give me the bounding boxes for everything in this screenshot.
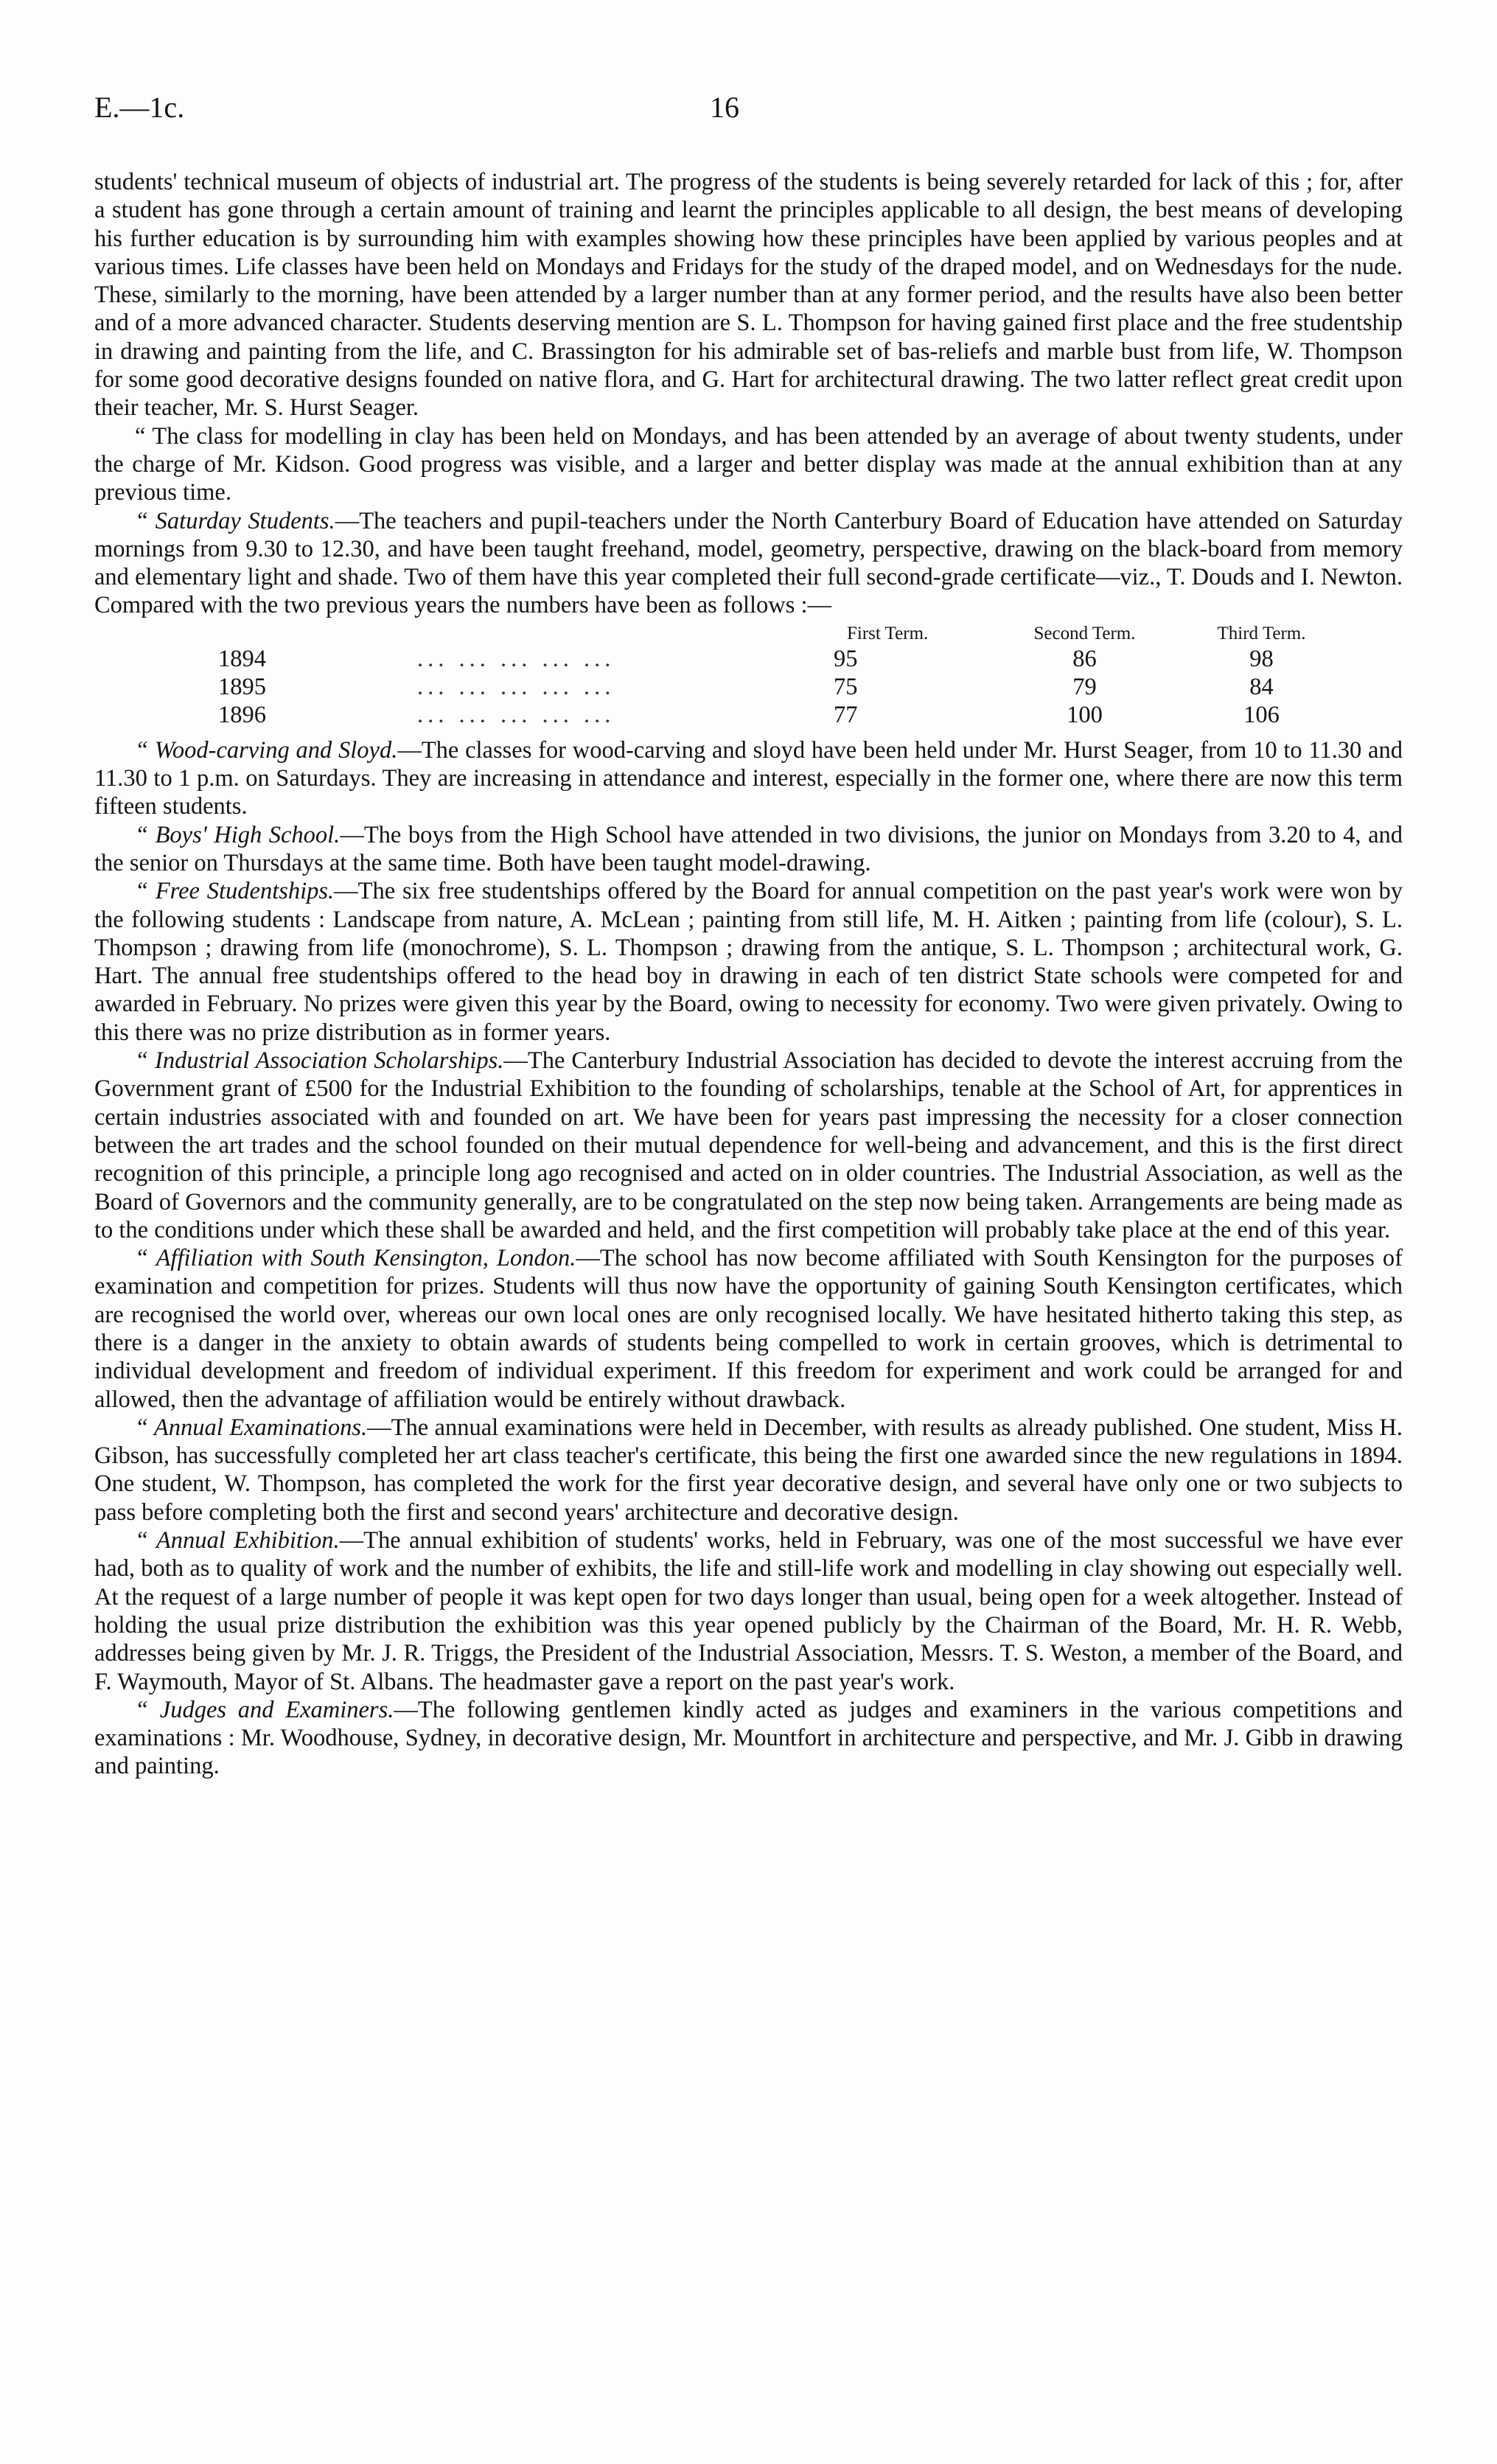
section-heading: “ Affiliation with South Kensington, London. bbox=[135, 1245, 576, 1272]
second-term-value: 100 bbox=[1067, 701, 1103, 728]
section-heading: “ Boys' High School. bbox=[135, 821, 341, 848]
table-row bbox=[94, 673, 1341, 701]
paragraph-affiliation bbox=[94, 1244, 1403, 1414]
page-number: 16 bbox=[710, 91, 739, 124]
paragraph-judges-examiners bbox=[94, 1696, 1403, 1781]
first-term-value: 75 bbox=[834, 673, 858, 700]
second-term-value: 86 bbox=[1072, 645, 1097, 672]
paragraph-text: —The school has now become affiliated with South Kensington for the purposes of examination and competition for prizes. Students will thus now have the opportunity of gaining South Kensington certificates, which are recognised the world over, whereas our own local ones are only recognised locally. We have hesitated hitherto taking this step, as there is a danger in the anxiety to obtain awards of students being compelled to work in certain grooves, which is detrimental to individual development and freedom of individual experiment. If this freedom for experiment and work could be arranged for and allowed, then the advantage of affiliation would be entirely without drawback. bbox=[94, 1245, 1403, 1413]
paragraph-museum: students' technical museum of objects of industrial art. The progress of the students is being severely retarded for lack of this ; for, after a student has gone through a certain amount of training and learnt the principles applicable to all design, the best means of developing his further education is by surrounding him with examples showing how these principles have been applied by various peoples and at various times. Life classes have been held on Mondays and Fridays for the study of the draped model, and on Wednesdays for the nude. These, similarly to the morning, have been attended by a larger number than at any former period, and the results have also been better and of a more advanced character. Students deserving mention are S. L. Thompson for having gained first place and the free studentship in drawing and painting from the life, and C. Brassington for his admirable set of bas-reliefs and marble bust from life, W. Thompson for some good decorative designs founded on native flora, and G. Hart for architectural drawing. The two latter reflect great credit upon their teacher, Mr. S. Hurst Seager. bbox=[94, 169, 1403, 422]
column-header-second-term: Second Term. bbox=[1033, 623, 1136, 643]
paragraph-free-studentships bbox=[94, 877, 1403, 1047]
second-term-value: 79 bbox=[1072, 673, 1097, 700]
paragraph-text: —The annual examinations were held in December, with results as already published. One student, Miss H. Gibson, has successfully completed her art class teacher's certificate, this being the first one awarded since the new regulations in 1894. One student, W. Thompson, has completed the work for the first year decorative design, and several have only one or two subjects to pass before completing both the first and second years' architecture and decorative design. bbox=[94, 1414, 1403, 1526]
paragraph-saturday-students bbox=[94, 507, 1403, 620]
first-term-value: 77 bbox=[834, 701, 858, 728]
section-heading: “ Free Studentships. bbox=[135, 878, 335, 905]
paragraph-modelling-class: “ The class for modelling in clay has been held on Mondays, and has been attended by an average of about twenty students, under the charge of Mr. Kidson. Good progress was visible, and a larger and better display was made at the annual exhibition than at any previous time. bbox=[94, 422, 1403, 506]
row-year: 1895 bbox=[218, 673, 266, 700]
section-heading: “ Industrial Association Scholarships. bbox=[135, 1047, 504, 1075]
paragraph-annual-exhibition bbox=[94, 1526, 1403, 1696]
third-term-value: 106 bbox=[1243, 701, 1280, 728]
paragraph-wood-carving bbox=[94, 736, 1403, 821]
section-heading: “ Saturday Students. bbox=[135, 507, 335, 534]
column-header-first-term: First Term. bbox=[847, 623, 929, 643]
paragraph-text: —The classes for wood-carving and sloyd have been held under Mr. Hurst Seager, from 10 to 11.30 and 11.30 to 1 p.m. on Saturdays. They are increasing in attendance and interest, especially in the former one, where there are now this term fifteen students. bbox=[94, 736, 1403, 820]
table-header-row bbox=[94, 623, 1341, 645]
third-term-value: 84 bbox=[1249, 673, 1274, 700]
table-row bbox=[94, 645, 1341, 673]
paragraph-text: —The boys from the High School have attended in two divisions, the junior on Mondays from 3.20 to 4, and the senior on Thursdays at the same time. Both have been taught model-drawing. bbox=[94, 821, 1403, 876]
paragraph-text: —The following gentlemen kindly acted as judges and examiners in the various competitions and examinations : Mr. Woodhouse, Sydney, in decorative design, Mr. Mountfort in architecture and perspective, and Mr. J. Gibb in drawing and painting. bbox=[94, 1696, 1403, 1780]
column-header-third-term: Third Term. bbox=[1217, 623, 1306, 643]
section-heading: “ Wood-carving and Sloyd. bbox=[135, 736, 398, 764]
section-heading: “ Judges and Examiners. bbox=[135, 1696, 394, 1723]
section-heading: “ Annual Examinations. bbox=[135, 1414, 368, 1441]
paragraph-text: —The annual exhibition of students' works, held in February, was one of the most successful we have ever had, both as to quality of work and the number of exhibits, the life and still-life work and modelling in clay showing out especially well. At the request of a large number of people it was kept open for two days longer than usual, being open for a week altogether. Instead of holding the usual prize distribution the exhibition was this year opened publicly by the Chairman of the Board, Mr. H. R. Webb, addresses being given by Mr. J. R. Triggs, the President of the Industrial Association, Messrs. T. S. Weston, a member of the Board, and F. Waymouth, Mayor of St. Albans. The headmaster gave a report on the past year's work. bbox=[94, 1527, 1403, 1695]
leader-dots: ... ... ... ... ... bbox=[417, 701, 615, 728]
attendance-table bbox=[94, 623, 1341, 729]
paragraph-text: —The six free studentships offered by the Board for annual competition on the past year's work were won by the following students : Landscape from nature, A. McLean ; painting from still life, M. H. Aitken ; painting from life (colour), S. L. Thompson ; drawing from life (monochrome), S. L. Thompson ; drawing from the antique, S. L. Thompson ; architectural work, G. Hart. The annual free studentships offered to the head boy in drawing in each of ten district State schools were competed for and awarded in February. No prizes were given this year by the Board, owing to necessity for economy. Two were given privately. Owing to this there was no prize distribution as in former years. bbox=[94, 878, 1403, 1046]
paragraph-boys-high-school bbox=[94, 821, 1403, 878]
section-heading: “ Annual Exhibition. bbox=[135, 1527, 340, 1554]
document-reference: E.—1c. bbox=[94, 91, 185, 124]
paragraph-annual-examinations bbox=[94, 1414, 1403, 1526]
table-row bbox=[94, 701, 1341, 729]
paragraph-text: —The Canterbury Industrial Association has decided to devote the interest accruing from the Government grant of £500 for the Industrial Exhibition to the founding of scholarships, tenable at the School of Art, for apprentices in certain industries associated with and founded on art. We have been for years past impressing the necessity for a closer connection between the art trades and the school founded on their mutual dependence for well-being and advancement, and this is the first direct recognition of this principle, a principle long ago recognised and acted on in older countries. The Industrial Association, as well as the Board of Governors and the community generally, are to be congratulated on the step now being taken. Arrangements are being made as to the conditions under which these shall be awarded and held, and the first competition will probably take place at the end of this year. bbox=[94, 1047, 1403, 1243]
page-header bbox=[94, 90, 1403, 134]
paragraph-text: —The teachers and pupil-teachers under the North Canterbury Board of Education have attended on Saturday mornings from 9.30 to 12.30, and have been taught freehand, model, geometry, perspective, drawing on the black-board from memory and elementary light and shade. Two of them have this year completed their full second-grade certificate—viz., T. Douds and I. Newton. Compared with the two previous years the numbers have been as follows :— bbox=[94, 507, 1403, 619]
third-term-value: 98 bbox=[1249, 645, 1274, 672]
body-text bbox=[94, 168, 1403, 1781]
paragraph-industrial-scholarships bbox=[94, 1047, 1403, 1244]
row-year: 1896 bbox=[218, 701, 266, 728]
row-year: 1894 bbox=[218, 645, 266, 672]
leader-dots: ... ... ... ... ... bbox=[417, 645, 615, 672]
first-term-value: 95 bbox=[834, 645, 858, 672]
leader-dots: ... ... ... ... ... bbox=[417, 673, 615, 700]
